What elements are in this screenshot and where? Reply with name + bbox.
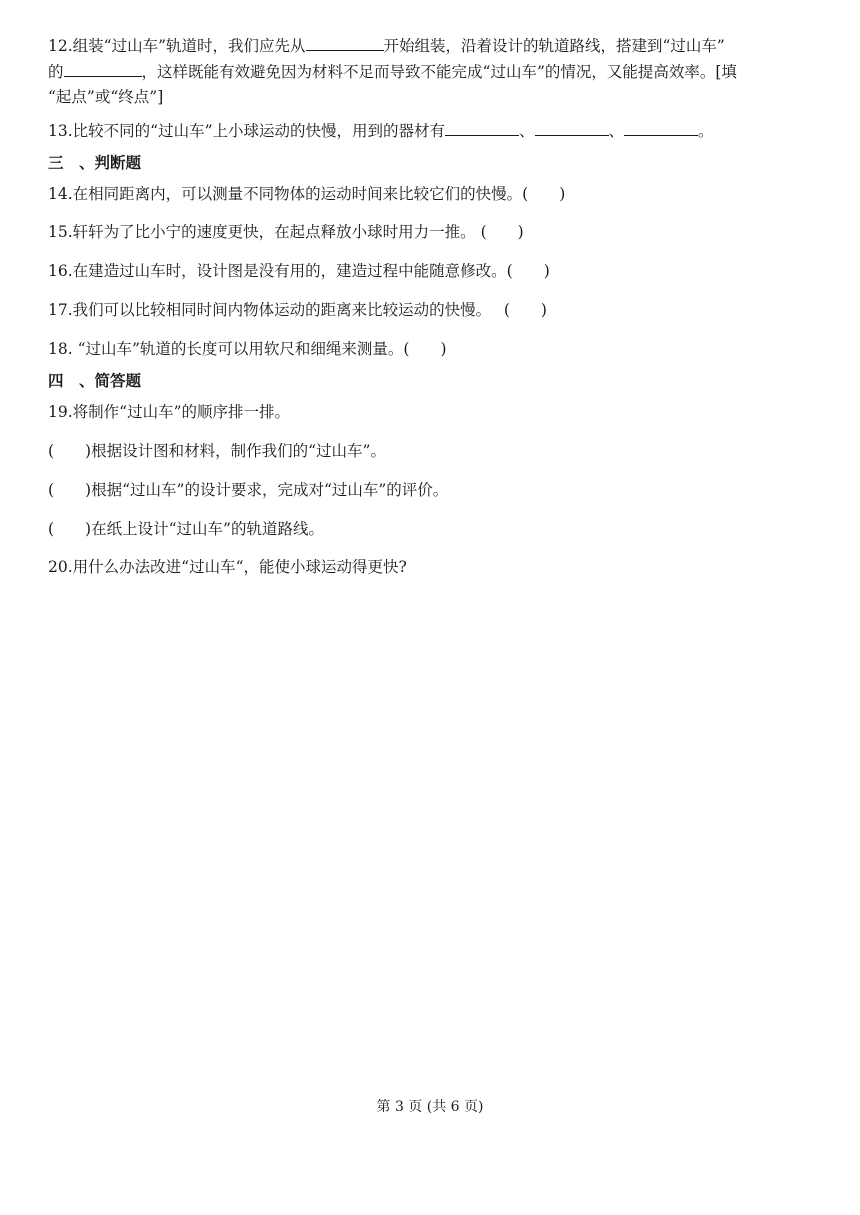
question-13-end: 。 [698,122,714,140]
question-12-text-part-4: ，这样既能有效避免因为材料不足而导致不能完成“过山车”的情况，又能提高效率。[填 [141,63,737,81]
question-18: 18. “过山车”轨道的长度可以用软尺和细绳来测量。( ) [48,340,447,358]
answer-blank[interactable] [64,62,142,77]
question-15: 15.轩轩为了比小宁的速度更快，在起点释放小球时用力一推。 ( ) [48,223,524,241]
question-13-text: 13.比较不同的“过山车”上小球运动的快慢，用到的器材有 [48,122,446,140]
question-19-item: ( )在纸上设计“过山车”的轨道路线。 [48,520,324,538]
question-12-text-part-1: 12.组装“过山车”轨道时，我们应先从 [48,37,306,55]
question-19-item: ( )根据设计图和材料，制作我们的“过山车”。 [48,442,386,460]
question-17: 17.我们可以比较相同时间内物体运动的距离来比较运动的快慢。 ( ) [48,301,547,319]
question-12-text-part-2: 开始组装，沿着设计的轨道路线，搭建到“过山车” [383,37,725,55]
question-12-line-3 [48,87,163,107]
question-13 [48,121,714,141]
question-12-line-1 [48,36,725,56]
section-title-short-answer: 四 、简答题 [48,371,142,390]
question-20: 20.用什么办法改进“过山车“，能使小球运动得更快? [48,558,407,576]
question-14: 14.在相同距离内，可以测量不同物体的运动时间来比较它们的快慢。( ) [48,185,566,203]
separator: 、 [608,122,625,140]
question-16: 16.在建造过山车时，设计图是没有用的，建造过程中能随意修改。( ) [48,262,550,280]
question-19-item: ( )根据“过山车”的设计要求，完成对“过山车”的评价。 [48,481,449,499]
answer-blank[interactable] [624,121,698,136]
question-12-hint: “起点”或“终点”] [48,88,164,106]
question-12-text-part-3: 的 [48,63,64,81]
question-12-line-2 [48,62,737,82]
separator: 、 [519,122,535,140]
question-19: 19.将制作“过山车”的顺序排一排。 [48,403,290,421]
answer-blank[interactable] [535,121,609,136]
page-footer: 第 3 页 (共 6 页) [376,1099,484,1115]
section-title-judgement: 三 、判断题 [48,153,142,172]
answer-blank[interactable] [306,36,384,51]
answer-blank[interactable] [445,121,519,136]
